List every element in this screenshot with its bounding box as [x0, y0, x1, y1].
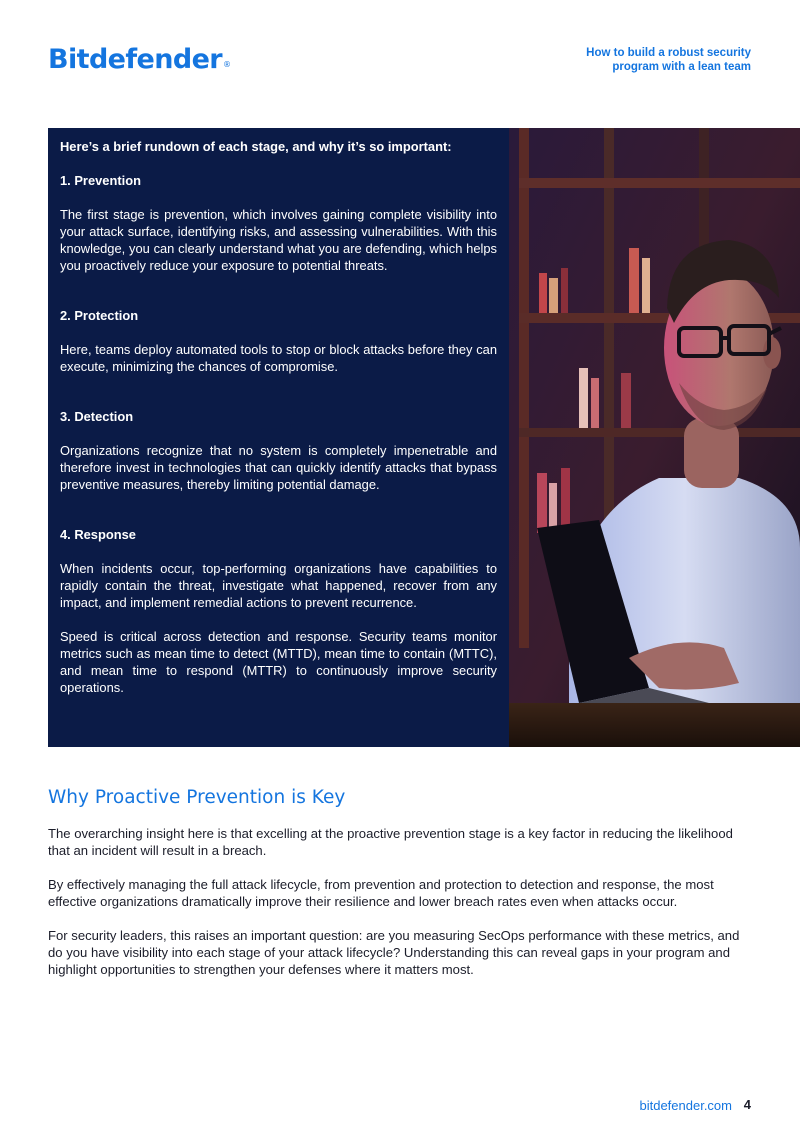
logo-text: Bitdefender — [48, 44, 223, 75]
bitdefender-logo — [48, 44, 230, 81]
stages-panel — [48, 128, 509, 747]
stage-text-protection: Here, teams deploy automated tools to stop or block attacks before they can execute, minimizing the chances of compromise. — [60, 342, 497, 374]
body-paragraph-2: By effectively managing the full attack lifecycle, from prevention and protection to detection and response, the most effective organizations dramatically improve their resilience and lower breach rates even when attacks occur. — [48, 877, 714, 909]
body-paragraph-3: For security leaders, this raises an important question: are you measuring SecOps performance with these metrics, and do you have visibility into each stage of your attack lifecycle? Understanding this can reveal gaps in your program and highlight opportunities to strengthen your defenses where it matters most. — [48, 928, 740, 977]
stage-heading-detection: 3. Detection — [60, 409, 134, 424]
stage-heading-response: 4. Response — [60, 527, 136, 542]
panel-intro: Here’s a brief rundown of each stage, and why it’s so important: — [60, 139, 452, 154]
document-title-line-2: program with a lean team — [612, 61, 751, 73]
stage-heading-protection: 2. Protection — [60, 308, 139, 323]
section-title: Why Proactive Prevention is Key — [48, 787, 346, 808]
hero-section — [48, 128, 800, 747]
body-paragraph-1: The overarching insight here is that excelling at the proactive prevention stage is a key factor in reducing the likelihood that an incident will result in a breach. — [48, 826, 733, 858]
page-number: 4 — [743, 1097, 751, 1112]
stage-text-prevention: The first stage is prevention, which involves gaining complete visibility into your attack surface, identifying risks, and assessing vulnerabilities. With this knowledge, you can clearly understand what you are defending, which helps you proactively reduce your exposure to potential threats. — [60, 207, 497, 273]
man-at-laptop-illustration — [509, 128, 800, 747]
footer-website-link[interactable]: bitdefender.com — [639, 1098, 732, 1113]
document-title — [586, 46, 751, 74]
document-title-line-1: How to build a robust security — [586, 47, 751, 59]
panel-closing-text: Speed is critical across detection and response. Security teams monitor metrics such as mean time to detect (MTTD), mean time to contain (MTTC), and mean time to respond (MTTR) to continuously improve security operations. — [60, 629, 497, 695]
photo-man-at-laptop — [509, 128, 800, 747]
stage-text-response: When incidents occur, top-performing organizations have capabilities to rapidly contain the threat, investigate what happened, recover from any impact, and implement remedial actions to prevent recurrence. — [60, 561, 497, 610]
stage-text-detection: Organizations recognize that no system is completely impenetrable and therefore invest in technologies that can quickly identify attacks that bypass preventive measures, thereby limiting potential damage. — [60, 443, 497, 492]
logo-registered-mark: ® — [223, 60, 231, 69]
stage-heading-prevention: 1. Prevention — [60, 173, 141, 188]
section-body — [48, 825, 751, 995]
